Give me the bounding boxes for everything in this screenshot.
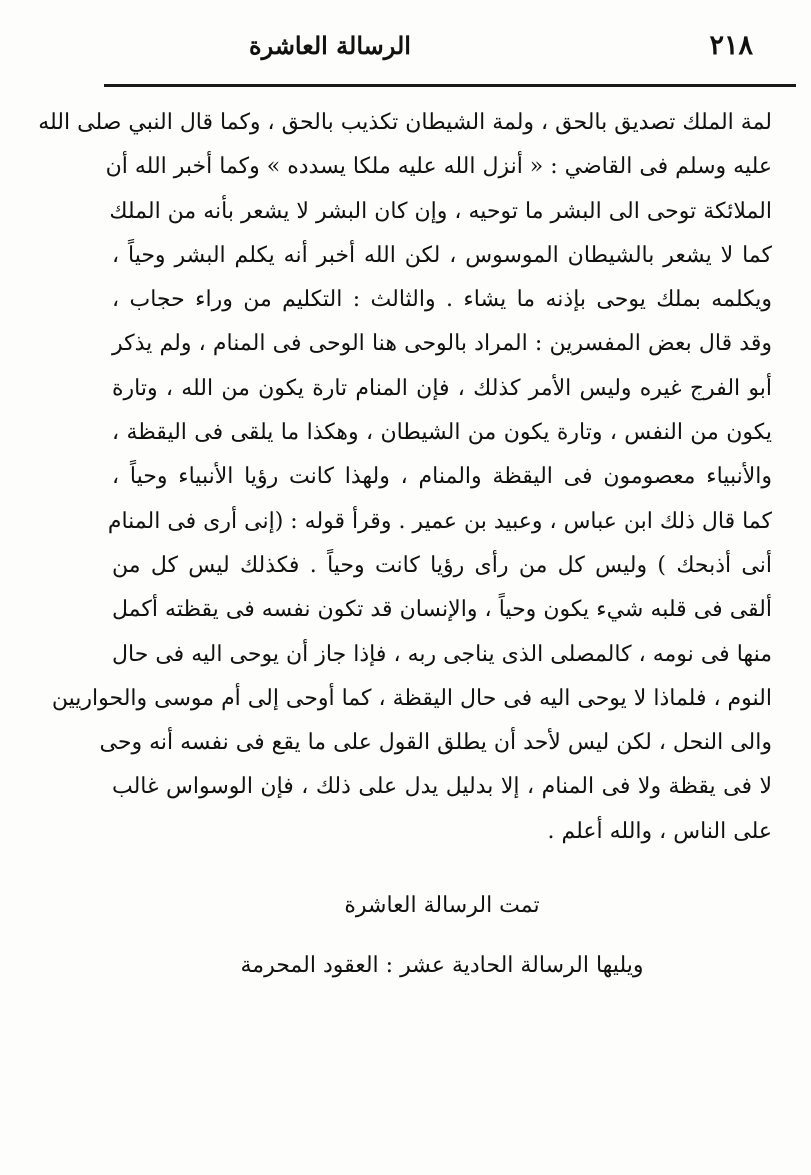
text-line: والأنبياء معصومون فى اليقظة والمنام ، ولهذا كانت رؤيا الأنبياء وحياً ، [112, 464, 772, 490]
text-line: لا فى يقظة ولا فى المنام ، إلا بدليل يدل على ذلك ، فإن الوسواس غالب [112, 774, 772, 800]
text-line: كما لا يشعر بالشيطان الموسوس ، لكن الله أخبر أنه يكلم البشر وحياً ، [112, 242, 772, 268]
text-line: الملائكة توحى الى البشر ما توحيه ، وإن كان البشر لا يشعر بأنه من الملك [109, 198, 772, 224]
text-line: لمة الملك تصديق بالحق ، ولمة الشيطان تكذيب بالحق ، وكما قال النبي صلى الله [38, 110, 772, 135]
text-line: والى النحل ، لكن ليس لأحد أن يطلق القول على ما يقع فى نفسه أنه وحى [99, 730, 772, 756]
text-line: النوم ، فلماذا لا يوحى اليه فى حال اليقظة ، كما أوحى إلى أم موسى والحواريين [51, 685, 772, 711]
text-line: ويكلمه بملك يوحى بإذنه ما يشاء . والثالث : التكليم من وراء حجاب ، [112, 287, 772, 313]
text-line: أنى أذبحك ) وليس كل من رأى رؤيا كانت وحياً . فكذلك ليس كل من [112, 552, 772, 578]
end-of-treatise-title: تمت الرسالة العاشرة [344, 893, 540, 918]
text-line: عليه وسلم فى القاضي : « أنزل الله عليه ملكا يسدده » وكما أخبر الله أن [105, 154, 772, 180]
page-header [120, 24, 753, 68]
next-treatise-title: ويليها الرسالة الحادية عشر : العقود المحرمة [240, 953, 644, 978]
running-title: الرسالة العاشرة [249, 31, 411, 60]
text-line: يكون من النفس ، وتارة يكون من الشيطان ، وهكذا ما يلقى فى اليقظة ، [112, 420, 772, 446]
text-line: كما قال ذلك ابن عباس ، وعبيد بن عمير . وقرأ قوله : (إنى أرى فى المنام [107, 508, 772, 534]
header-rule [104, 84, 796, 87]
body-text [38, 101, 772, 854]
text-line: ألقى فى قلبه شيء يكون وحياً ، والإنسان قد تكون نفسه فى يقظته أكمل [112, 597, 772, 623]
text-line: أبو الفرج غيره وليس الأمر كذلك ، فإن المنام تارة يكون من الله ، وتارة [112, 375, 772, 401]
text-line: وقد قال بعض المفسرين : المراد بالوحى هنا الوحى فى المنام ، ولم يذكر [112, 331, 772, 357]
text-line-last: على الناس ، والله أعلم . [547, 818, 772, 844]
text-line: منها فى نومه ، كالمصلى الذى يناجى ربه ، فإذا جاز أن يوحى اليه فى حال [112, 641, 772, 667]
page-number: ٢١٨ [709, 30, 753, 61]
